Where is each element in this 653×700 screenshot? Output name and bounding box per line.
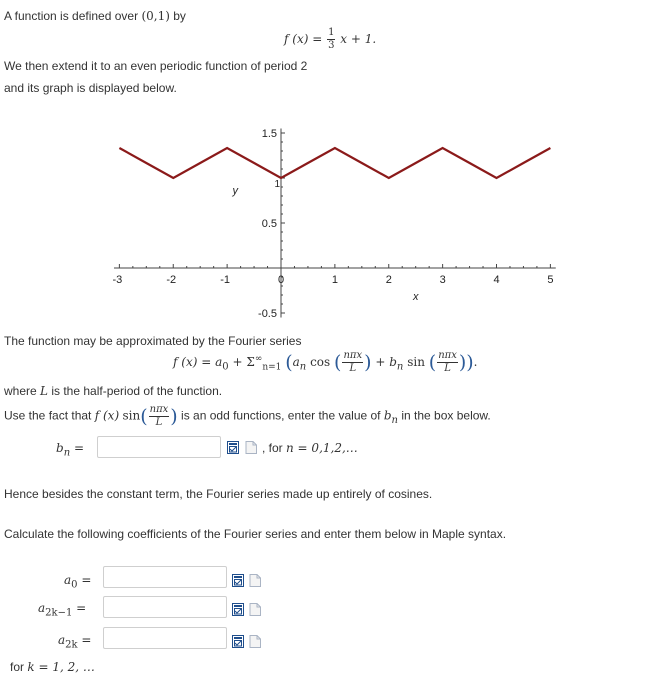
a2k-minus-1-input[interactable] xyxy=(103,596,227,618)
a0-label: $a_0$ = xyxy=(64,573,92,591)
a2k-label: $a_{2k}$ = xyxy=(58,633,92,651)
k-range-footer: for k = 1, 2, … xyxy=(10,660,95,674)
hence-text: Hence besides the constant term, the Fourier series made up entirely of cosines. xyxy=(4,487,433,501)
calculate-text: Calculate the following coefficients of the Fourier series and enter them below in Maple syntax. xyxy=(4,527,507,541)
x-tick-label: 2 xyxy=(385,274,392,286)
x-tick-label: 0 xyxy=(277,274,285,286)
preview-icon[interactable] xyxy=(232,603,244,616)
x-axis-label: x xyxy=(412,291,419,303)
graph-axes xyxy=(114,129,556,318)
graph-ticks xyxy=(119,133,550,313)
x-tick-label: 1 xyxy=(331,274,338,286)
odd-function-line: Use the fact that f (x) sin( $\frac{\text{nπx}}{L}$ ) is an odd functions, enter the value of $b_n$ in the box below. xyxy=(4,404,491,428)
preview-icon[interactable] xyxy=(232,574,244,587)
y-tick-label: -0.5 xyxy=(258,308,277,320)
preview-icon[interactable] xyxy=(227,441,239,454)
x-tick-label: -1 xyxy=(220,274,231,286)
help-document-icon[interactable] xyxy=(245,441,257,454)
bn-input[interactable] xyxy=(97,436,221,458)
intro-line-1: A function is defined over (0,1) by xyxy=(4,9,186,23)
x-tick-label: 4 xyxy=(493,274,500,286)
fraction-one-third: $\frac{1}{3}$ xyxy=(328,27,335,51)
graph-labels xyxy=(112,128,553,320)
a2k-input[interactable] xyxy=(103,627,227,649)
help-document-icon[interactable] xyxy=(249,603,261,616)
fourier-intro: The function may be approximated by the Fourier series xyxy=(4,334,302,348)
series-line xyxy=(119,148,550,178)
help-document-icon[interactable] xyxy=(249,574,261,587)
function-graph xyxy=(0,0,653,335)
graph-series xyxy=(119,148,550,178)
a2k-minus-1-label: $a_{2k-1}$ = xyxy=(38,601,87,619)
y-axis-label: y xyxy=(232,185,238,198)
x-tick-label: -2 xyxy=(166,274,177,286)
x-tick-label: 5 xyxy=(547,274,554,286)
y-one-label: 1 xyxy=(274,179,280,190)
y-tick-label: 1.5 xyxy=(261,128,277,140)
bn-label: $b_n$ = xyxy=(56,441,85,459)
help-document-icon[interactable] xyxy=(249,635,261,648)
y-tick-label: 0.5 xyxy=(261,218,277,230)
x-tick-label: -3 xyxy=(112,274,123,286)
function-definition: f (x) = $\frac{1}{3}$ x + 1. xyxy=(284,27,377,51)
where-line: where L is the half-period of the function. xyxy=(4,384,223,398)
preview-icon[interactable] xyxy=(232,635,244,648)
intro-line-3: and its graph is displayed below. xyxy=(4,81,177,95)
fourier-series-formula: f $(x) = a_0 + \Sigma^\infty_{n=1}$ ($a_n$ cos ( $\frac{\text{nπx}}{L}$ ) + $b_n$ sin ( $\frac{\text{nπx}}{L}$ )). xyxy=(173,350,478,374)
a0-input[interactable] xyxy=(103,566,227,588)
bn-range: , for n = 0,1,2,… xyxy=(262,441,358,455)
x-tick-label: 3 xyxy=(439,274,446,286)
intro-line-2: We then extend it to an even periodic function of period 2 xyxy=(4,59,308,73)
